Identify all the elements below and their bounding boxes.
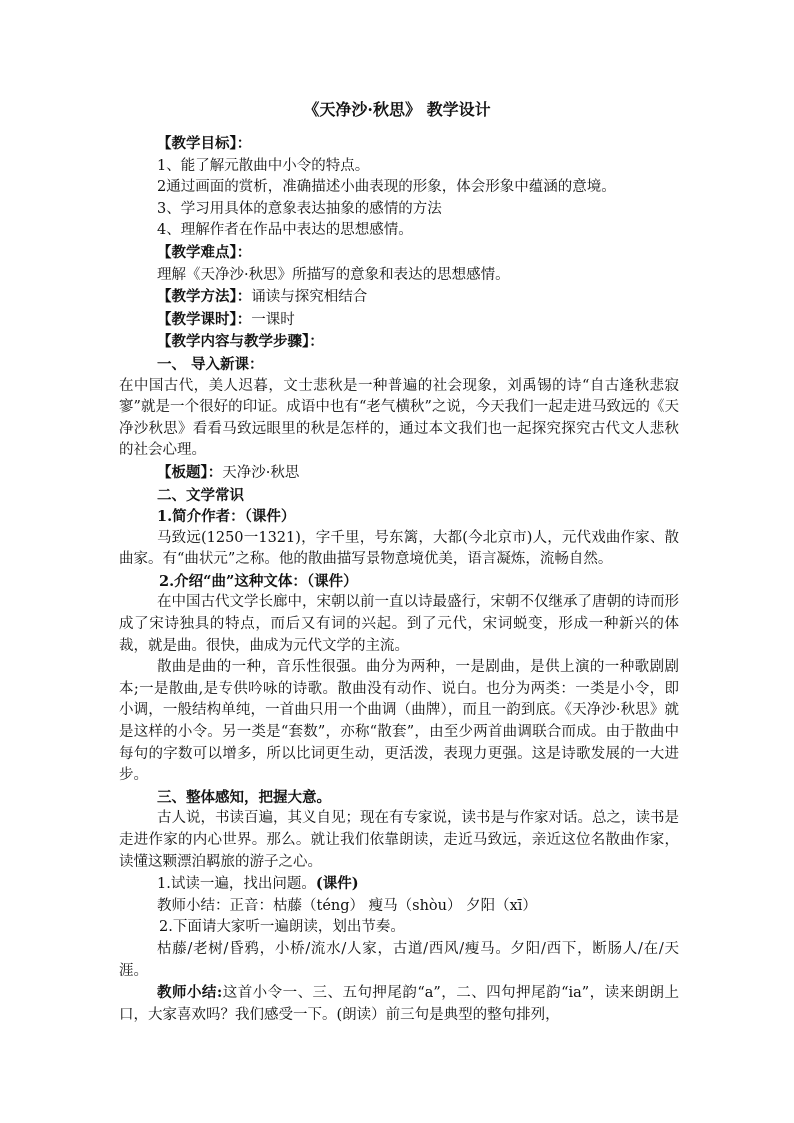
- steps-heading: 【教学内容与教学步骤】：: [157, 333, 324, 351]
- summary-paragraph: 教师小结:这首小令一、三、五句押尾韵“a”，二、四句押尾韵“ia”，读来朗朗上口，大家喜欢吗？我们感受一下。(朗读）前三句是典型的整句排列，: [119, 984, 680, 1023]
- goal-2: 2通过画面的赏析，准确描述小曲表现的形象，体会形象中蕴涵的意境。: [157, 179, 616, 196]
- goals-heading: 【教学目标】：: [157, 135, 252, 152]
- goal-1: 1、能了解元散曲中小令的特点。: [157, 157, 370, 174]
- goal-3: 3、学习用具体的意象表达抽象的感情的方法: [157, 200, 442, 217]
- step-3-2-line: 2.下面请大家听一遍朗读，划出节奏。: [159, 919, 405, 936]
- section-2-2-heading: 2.介绍“曲”这种文体：（课件）: [159, 572, 358, 590]
- difficulty-heading: 【教学难点】：: [157, 243, 252, 261]
- section-1-heading: 一、 导入新课：: [157, 355, 264, 373]
- document-title: 《天净沙·秋思》 教学设计: [303, 100, 491, 119]
- difficulty-text: 理解《天净沙·秋思》所描写的意象和表达的思想感情。: [157, 266, 510, 283]
- pronunciation-line: 教师小结：正音：枯藤（téng） 瘦马（shòu） 夕阳（xī）: [157, 897, 537, 914]
- section-3-paragraph: 古人说，书读百遍，其义自见；现在有专家说，读书是与作家对话。总之，读书是走进作家的内心世界。那么。就让我们依靠朗读，走近马致远，亲近这位名散曲作家，读懂这颗漂泊羁旅的游子之心。: [119, 810, 679, 870]
- rhythm-line: 枯藤/老树/昏鸦，小桥/流水/人家，古道/西风/瘦马。夕阳/西下，断肠人/在/天涯。: [119, 940, 679, 979]
- author-paragraph: 马致远(1250一1321)，字千里，号东篱，大都(今北京市)人，元代戏曲作家、散曲家。有“曲状元”之称。他的散曲描写景物意境优美，语言凝炼，流畅自然。: [119, 529, 679, 568]
- section-3-heading: 三、整体感知，把握大意。: [157, 788, 331, 806]
- step-3-1-line: 1.试读一遍，找出问题。(课件): [157, 875, 359, 893]
- section-2-1-heading: 1.简介作者：（课件）: [157, 508, 296, 526]
- qu-paragraph-1: 在中国古代文学长廊中，宋朝以前一直以诗最盛行，宋朝不仅继承了唐朝的诗而形成了宋诗独具的特点，而后又有词的兴起。到了元代，宋词蜕变，形成一种新兴的体裁，就是曲。很快，曲成为元代文学的主流。: [119, 594, 679, 654]
- hours-line: 【教学课时】：一课时: [157, 310, 295, 328]
- document-body: [119, 133, 679, 1026]
- goal-4: 4、理解作者在作品中表达的思想感情。: [157, 222, 413, 239]
- section-2-heading: 二、文学常识: [157, 486, 244, 504]
- qu-paragraph-2: 散曲是曲的一种，音乐性很强。曲分为两种，一是剧曲，是供上演的一种歌剧剧本;一是散曲,是专供吟咏的诗歌。散曲没有动作、说白。也分为两类：一类是小令，即小调，一般结构单纯，一首曲只用一个曲调（曲牌），而且一韵到底。《天净沙·秋思》就是这样的小令。另一类是“套数”，亦称“散套”，由至少两首曲调联合而成。由于散曲中每句的字数可以增多，所以比词更生动，更活泼，表现力更强。这是诗歌发展的一大进步。: [119, 659, 679, 784]
- board-line: 【板题】：天净沙·秋思: [157, 463, 300, 481]
- section-1-paragraph: 在中国古代，美人迟暮，文士悲秋是一种普遍的社会现象，刘禹锡的诗“自古逢秋悲寂寥”就是一个很好的印证。成语中也有“老气横秋”之说，今天我们一起走进马致远的《天净沙秋思》看看马致远眼里的秋是怎样的，通过本文我们也一起探究探究古代文人悲秋的社会心理。: [119, 377, 679, 459]
- method-line: 【教学方法】：诵读与探究相结合: [157, 288, 368, 306]
